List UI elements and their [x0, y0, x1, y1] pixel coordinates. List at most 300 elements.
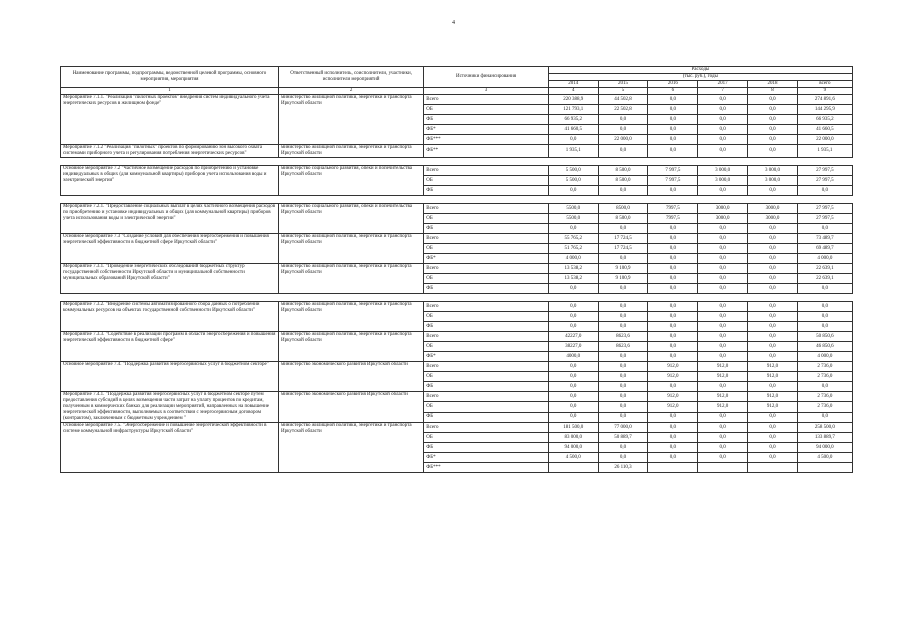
amount-cell: 0,0 — [748, 443, 798, 453]
amount-cell: 912,0 — [698, 402, 748, 412]
amount-cell: 0,0 — [598, 443, 648, 453]
table-row — [61, 166, 853, 176]
amount-cell: 0,0 — [648, 274, 698, 284]
amount-cell: 0,0 — [548, 402, 598, 412]
amount-cell: 8500,0 — [598, 204, 648, 214]
funding-source: ФБ — [424, 115, 549, 125]
funding-source: ФБ** — [424, 145, 549, 158]
amount-cell: 1 935,1 — [548, 145, 598, 158]
funding-source: ФБ — [424, 382, 549, 392]
amount-cell: 4 000,0 — [797, 352, 852, 362]
amount-cell: 0,0 — [748, 234, 798, 244]
amount-cell: 17 724,5 — [598, 234, 648, 244]
funding-source: ФБ* — [424, 453, 549, 463]
activity-executor: министерство жилищной политики, энергетики и транспорта Иркутской области — [278, 145, 423, 158]
amount-cell: 66 935,2 — [797, 115, 852, 125]
amount-cell: 0,0 — [698, 264, 748, 274]
amount-cell: 0,0 — [598, 453, 648, 463]
funding-source: ФБ — [424, 412, 549, 422]
funding-source: Всего — [424, 362, 549, 372]
amount-cell: 22 639,1 — [797, 274, 852, 284]
amount-cell: 0,0 — [648, 284, 698, 294]
section-spacer — [61, 294, 853, 302]
table-row — [61, 95, 853, 105]
amount-cell: 9 100,9 — [598, 274, 648, 284]
table-row — [61, 332, 853, 342]
amount-cell: 73 489,7 — [797, 234, 852, 244]
amount-cell: 0,0 — [548, 302, 598, 312]
amount-cell: 0,0 — [648, 382, 698, 392]
amount-cell: 0,0 — [797, 224, 852, 234]
amount-cell: 0,0 — [648, 234, 698, 244]
amount-cell: 912,0 — [698, 372, 748, 382]
activity-executor: министерство жилищной политики, энергетики и транспорта Иркутской области — [278, 95, 423, 145]
amount-cell: 5500,0 — [548, 204, 598, 214]
amount-cell: 220 388,9 — [548, 95, 598, 105]
amount-cell: 0,0 — [548, 312, 598, 322]
amount-cell: 94 000,0 — [548, 443, 598, 453]
amount-cell: 0,0 — [648, 254, 698, 264]
amount-cell: 0,0 — [648, 186, 698, 196]
amount-cell: 0,0 — [648, 264, 698, 274]
header-column-number: 3 — [424, 88, 549, 95]
activity-name: Основное мероприятие 7.5. "Энергосбережение и повышение энергетической эффективности в системе коммунальной инфраструктуры Иркутской области" — [61, 423, 279, 473]
amount-cell: 0,0 — [548, 135, 598, 145]
activity-executor: министерство жилищной политики, энергетики и транспорта Иркутской области — [278, 423, 423, 473]
header-year: 2016 — [648, 81, 698, 88]
amount-cell: 0,0 — [748, 224, 798, 234]
amount-cell: 0,0 — [548, 372, 598, 382]
activity-executor: министерство жилищной политики, энергетики и транспорта Иркутской области — [278, 234, 423, 264]
header-year: 2017 — [698, 81, 748, 88]
amount-cell: 5500,0 — [548, 214, 598, 224]
amount-cell: 0,0 — [548, 284, 598, 294]
activity-executor: министерство социального развития, опеки и попечительства Иркутской области — [278, 166, 423, 196]
amount-cell: 9 100,9 — [598, 264, 648, 274]
amount-cell: 2 736,0 — [797, 362, 852, 372]
amount-cell: 8 500,0 — [598, 176, 648, 186]
amount-cell: 0,0 — [698, 453, 748, 463]
funding-source: ОБ — [424, 402, 549, 412]
amount-cell: 77 000,0 — [598, 423, 648, 433]
funding-source: Всего — [424, 423, 549, 433]
amount-cell — [648, 463, 698, 473]
amount-cell: 0,0 — [698, 312, 748, 322]
amount-cell: 0,0 — [698, 423, 748, 433]
funding-source: ОБ — [424, 214, 549, 224]
amount-cell: 912,0 — [648, 362, 698, 372]
spacer-cell — [61, 158, 853, 166]
amount-cell: 13 538,2 — [548, 264, 598, 274]
amount-cell: 0,0 — [648, 352, 698, 362]
funding-source: Всего — [424, 204, 549, 214]
amount-cell: 2 736,0 — [797, 392, 852, 402]
amount-cell: 8623,6 — [598, 332, 648, 342]
amount-cell: 0,0 — [748, 342, 798, 352]
amount-cell: 8 500,0 — [598, 166, 648, 176]
table-row — [61, 264, 853, 274]
amount-cell: 0,0 — [698, 244, 748, 254]
header-year: 2018 — [748, 81, 798, 88]
amount-cell: 8 500,0 — [598, 214, 648, 224]
amount-cell: 44 502,8 — [598, 95, 648, 105]
activity-name: Мероприятие 7.2.1. "Предоставление социальных выплат в целях частичного возмещения расходов по приобретению и установке индивидуальных и общих (для коммунальной квартиры) приборов учета использования воды и электрической энергии" — [61, 204, 279, 234]
header-year: 2014 — [548, 81, 598, 88]
header-column-number: 8 — [748, 88, 798, 95]
amount-cell: 0,0 — [698, 274, 748, 284]
amount-cell: 0,0 — [548, 224, 598, 234]
header-source: Источники финансирования — [424, 67, 549, 88]
amount-cell: 144 295,9 — [797, 105, 852, 115]
amount-cell: 22 000,0 — [797, 135, 852, 145]
amount-cell: 0,0 — [698, 322, 748, 332]
funding-source: ФБ — [424, 186, 549, 196]
amount-cell: 42227,0 — [548, 332, 598, 342]
amount-cell: 0,0 — [698, 234, 748, 244]
amount-cell: 912,0 — [698, 362, 748, 372]
amount-cell: 0,0 — [797, 302, 852, 312]
amount-cell: 258 500,0 — [797, 423, 852, 433]
amount-cell: 38227,0 — [548, 342, 598, 352]
funding-source: ОБ — [424, 433, 549, 443]
amount-cell: 0,0 — [548, 362, 598, 372]
amount-cell: 912,0 — [748, 362, 798, 372]
amount-cell: 13 538,2 — [548, 274, 598, 284]
amount-cell: 69 489,7 — [797, 244, 852, 254]
amount-cell: 0,0 — [748, 412, 798, 422]
amount-cell: 0,0 — [598, 284, 648, 294]
amount-cell: 0,0 — [748, 244, 798, 254]
activity-executor: министерство социального развития, опеки и попечительства Иркутской области — [278, 204, 423, 234]
amount-cell: 3000,0 — [748, 214, 798, 224]
amount-cell: 0,0 — [648, 125, 698, 135]
amount-cell: 0,0 — [548, 382, 598, 392]
activity-name: Мероприятие 7.3.3. "Содействие в реализации программ в области энергосбережения и повышения энергетической эффективности в бюджетной сфере" — [61, 332, 279, 362]
amount-cell: 7997,5 — [648, 214, 698, 224]
funding-source: ФБ* — [424, 125, 549, 135]
amount-cell: 0,0 — [598, 145, 648, 158]
amount-cell — [698, 463, 748, 473]
amount-cell: 0,0 — [648, 105, 698, 115]
amount-cell: 0,0 — [598, 115, 648, 125]
amount-cell: 0,0 — [748, 433, 798, 443]
funding-source: Всего — [424, 95, 549, 105]
amount-cell: 912,0 — [698, 392, 748, 402]
amount-cell: 4 000,0 — [797, 254, 852, 264]
amount-cell: 0,0 — [797, 322, 852, 332]
funding-source: ОБ — [424, 176, 549, 186]
amount-cell: 3000,0 — [698, 204, 748, 214]
amount-cell — [797, 463, 852, 473]
amount-cell: 0,0 — [748, 284, 798, 294]
amount-cell: 0,0 — [598, 186, 648, 196]
amount-cell: 0,0 — [748, 264, 798, 274]
amount-cell: 7997,5 — [648, 204, 698, 214]
funding-source: ФБ* — [424, 352, 549, 362]
amount-cell: 1 935,1 — [797, 145, 852, 158]
activity-name: Основное мероприятие 7.3 "Создание условий для обеспечения энергосбережения и повышения энергетической эффективности в бюджетной сфере Иркутской области" — [61, 234, 279, 264]
amount-cell: 121 793,1 — [548, 105, 598, 115]
amount-cell: 0,0 — [748, 105, 798, 115]
amount-cell: 0,0 — [698, 342, 748, 352]
amount-cell: 3 000,0 — [698, 176, 748, 186]
amount-cell: 4 500,0 — [797, 453, 852, 463]
amount-cell: 0,0 — [648, 95, 698, 105]
amount-cell: 912,0 — [648, 372, 698, 382]
amount-cell: 0,0 — [648, 322, 698, 332]
spacer-cell — [61, 294, 853, 302]
amount-cell: 4 500,0 — [548, 453, 598, 463]
funding-source: ОБ — [424, 372, 549, 382]
header-column-number: 4 — [548, 88, 598, 95]
amount-cell: 0,0 — [698, 302, 748, 312]
funding-source: ФБ* — [424, 254, 549, 264]
activity-executor: министерство экономического развития Иркутской области — [278, 392, 423, 423]
amount-cell: 0,0 — [648, 135, 698, 145]
amount-cell: 0,0 — [748, 125, 798, 135]
amount-cell: 3 000,0 — [748, 166, 798, 176]
amount-cell: 0,0 — [748, 254, 798, 264]
amount-cell: 0,0 — [748, 135, 798, 145]
activity-name: Мероприятие 7.1.1. "Реализация "пилотных проектов" внедрения систем индивидуального учета энергетических ресурсов в жилищном фонде" — [61, 95, 279, 145]
amount-cell: 0,0 — [698, 412, 748, 422]
amount-cell: 55 765,2 — [548, 234, 598, 244]
amount-cell: 4 000,0 — [548, 254, 598, 264]
amount-cell: 0,0 — [598, 125, 648, 135]
amount-cell: 3 000,0 — [698, 166, 748, 176]
amount-cell: 0,0 — [598, 372, 648, 382]
amount-cell: 912,0 — [648, 402, 698, 412]
amount-cell: 0,0 — [698, 284, 748, 294]
activity-executor: министерство жилищной политики, энергетики и транспорта Иркутской области — [278, 332, 423, 362]
activity-executor: министерство жилищной политики, энергетики и транспорта Иркутской области — [278, 264, 423, 294]
amount-cell: 50 889,7 — [598, 433, 648, 443]
amount-cell: 0,0 — [698, 332, 748, 342]
amount-cell: 0,0 — [648, 423, 698, 433]
amount-cell: 0,0 — [548, 392, 598, 402]
amount-cell: 26 110,3 — [598, 463, 648, 473]
amount-cell: 5 500,0 — [548, 176, 598, 186]
funding-source: ОБ — [424, 342, 549, 352]
amount-cell: 0,0 — [648, 302, 698, 312]
activity-name: Мероприятие 7.4.1. "Поддержка развития энергосервисных услуг в бюджетном секторе путем предоставления субсидий в целях возмещения части затрат на уплату процентов по кредитам, полученным в коммерческих банках для реализации мероприятий, направленных на повышение энергетической эффективности, выполняемых в соответствии с энергосервисным договором (контрактом), заключенным с бюджетным учреждением " — [61, 392, 279, 423]
amount-cell: 7 997,5 — [648, 176, 698, 186]
amount-cell: 0,0 — [797, 412, 852, 422]
amount-cell: 912,0 — [748, 402, 798, 412]
amount-cell: 27 997,5 — [797, 214, 852, 224]
amount-cell: 27 997,5 — [797, 166, 852, 176]
amount-cell: 83 000,0 — [548, 433, 598, 443]
table-row — [61, 234, 853, 244]
funding-source: Всего — [424, 392, 549, 402]
amount-cell: 22 502,8 — [598, 105, 648, 115]
activity-executor: министерство экономического развития Иркутской области — [278, 362, 423, 392]
funding-source: ФБ — [424, 322, 549, 332]
amount-cell: 0,0 — [748, 186, 798, 196]
amount-cell: 0,0 — [748, 453, 798, 463]
header-column-number: 1 — [61, 88, 279, 95]
header-column-number: 7 — [698, 88, 748, 95]
amount-cell: 0,0 — [698, 186, 748, 196]
header-column-number: 2 — [278, 88, 423, 95]
funding-source: ОБ — [424, 244, 549, 254]
amount-cell: 912,0 — [748, 392, 798, 402]
amount-cell: 0,0 — [698, 433, 748, 443]
amount-cell: 0,0 — [698, 352, 748, 362]
section-spacer — [61, 196, 853, 204]
amount-cell: 0,0 — [698, 224, 748, 234]
amount-cell: 4000,0 — [548, 352, 598, 362]
amount-cell: 66 935,2 — [548, 115, 598, 125]
amount-cell: 8623,6 — [598, 342, 648, 352]
amount-cell: 0,0 — [698, 443, 748, 453]
amount-cell — [548, 463, 598, 473]
amount-cell: 0,0 — [748, 322, 798, 332]
activity-name: Основное мероприятие 7.4. "Поддержка развития энергосервисных услуг в бюджетном секторе" — [61, 362, 279, 392]
amount-cell: 0,0 — [698, 125, 748, 135]
amount-cell: 0,0 — [598, 392, 648, 402]
table-row — [61, 302, 853, 312]
section-spacer — [61, 158, 853, 166]
amount-cell: 274 891,6 — [797, 95, 852, 105]
table-row — [61, 145, 853, 158]
funding-source: Всего — [424, 234, 549, 244]
amount-cell: 0,0 — [598, 322, 648, 332]
funding-source: ОБ — [424, 105, 549, 115]
amount-cell: 0,0 — [648, 244, 698, 254]
amount-cell: 3000,0 — [698, 214, 748, 224]
amount-cell: 0,0 — [648, 312, 698, 322]
header-name: Наименование программы, подпрограммы, ведомственной целевой программы, основного мероприятия, мероприятия — [61, 67, 279, 88]
activity-name: Основное мероприятие 7.2 "Частичное возмещение расходов по приобретению и установке индивидуальных в общих (для коммунальной квартиры) приборов учета использования воды и электрической энергии" — [61, 166, 279, 196]
funding-source: ФБ*** — [424, 463, 549, 473]
amount-cell: 0,0 — [748, 274, 798, 284]
activity-name: Мероприятие 7.1.2 "Реализация "пилотных" проектов по формированию зон высокого охвата системами приборного учета и регулирования потребления энергетических ресурсов" — [61, 145, 279, 158]
funding-source: Всего — [424, 264, 549, 274]
amount-cell: 0,0 — [648, 224, 698, 234]
amount-cell: 41 660,5 — [797, 125, 852, 135]
table-row — [61, 423, 853, 433]
amount-cell: 0,0 — [698, 115, 748, 125]
amount-cell: 0,0 — [598, 254, 648, 264]
amount-cell: 22 639,1 — [797, 264, 852, 274]
amount-cell: 3 000,0 — [748, 176, 798, 186]
amount-cell: 912,0 — [748, 372, 798, 382]
amount-cell: 0,0 — [648, 453, 698, 463]
amount-cell: 0,0 — [598, 362, 648, 372]
activity-name: Мероприятие 7.3.1. "Проведение энергетических обследований бюджетных структур государственной собственности Иркутской области и муниципальной собственности муниципальных образований Иркутской области" — [61, 264, 279, 294]
amount-cell: 0,0 — [748, 352, 798, 362]
amount-cell: 0,0 — [698, 135, 748, 145]
amount-cell: 0,0 — [648, 412, 698, 422]
amount-cell: 0,0 — [548, 322, 598, 332]
amount-cell: 0,0 — [748, 332, 798, 342]
funding-source: ФБ — [424, 224, 549, 234]
budget-table — [60, 66, 853, 473]
amount-cell: 22 000,0 — [598, 135, 648, 145]
amount-cell: 41 660,5 — [548, 125, 598, 135]
amount-cell: 2 736,0 — [797, 402, 852, 412]
header-executor: Ответственный исполнитель, соисполнители, участники, исполнители мероприятий — [278, 67, 423, 88]
header-column-number: 9 — [797, 88, 852, 95]
amount-cell: 27 997,5 — [797, 204, 852, 214]
amount-cell: 46 850,6 — [797, 342, 852, 352]
amount-cell: 0,0 — [748, 382, 798, 392]
amount-cell: 0,0 — [648, 433, 698, 443]
amount-cell: 94 000,0 — [797, 443, 852, 453]
amount-cell: 0,0 — [748, 115, 798, 125]
funding-source: Всего — [424, 302, 549, 312]
amount-cell: 0,0 — [648, 145, 698, 158]
amount-cell: 0,0 — [598, 302, 648, 312]
amount-cell: 0,0 — [648, 342, 698, 352]
funding-source: ФБ — [424, 284, 549, 294]
amount-cell: 0,0 — [748, 145, 798, 158]
funding-source: Всего — [424, 166, 549, 176]
amount-cell: 912,0 — [648, 392, 698, 402]
funding-source: ОБ — [424, 312, 549, 322]
amount-cell: 0,0 — [648, 443, 698, 453]
amount-cell: 0,0 — [548, 186, 598, 196]
amount-cell: 0,0 — [648, 115, 698, 125]
amount-cell: 0,0 — [598, 312, 648, 322]
amount-cell — [748, 463, 798, 473]
amount-cell: 0,0 — [748, 95, 798, 105]
amount-cell: 0,0 — [698, 145, 748, 158]
amount-cell: 0,0 — [797, 312, 852, 322]
amount-cell: 133 889,7 — [797, 433, 852, 443]
header-year: 2015 — [598, 81, 648, 88]
header-expenses: Расходы — [548, 67, 852, 74]
page-number: 4 — [452, 20, 455, 26]
amount-cell: 0,0 — [598, 412, 648, 422]
funding-source: ОБ — [424, 274, 549, 284]
amount-cell: 0,0 — [797, 382, 852, 392]
amount-cell: 0,0 — [548, 412, 598, 422]
header-unit: (тыс. руб.), годы — [548, 74, 852, 81]
amount-cell: 0,0 — [598, 352, 648, 362]
header-column-number: 6 — [648, 88, 698, 95]
spacer-cell — [61, 196, 853, 204]
amount-cell: 0,0 — [648, 332, 698, 342]
amount-cell: 0,0 — [797, 186, 852, 196]
amount-cell: 0,0 — [748, 302, 798, 312]
funding-source: Всего — [424, 332, 549, 342]
amount-cell: 17 724,5 — [598, 244, 648, 254]
amount-cell: 2 736,0 — [797, 372, 852, 382]
amount-cell: 0,0 — [598, 224, 648, 234]
table-row — [61, 362, 853, 372]
amount-cell: 0,0 — [698, 95, 748, 105]
table-row — [61, 204, 853, 214]
funding-source: ФБ — [424, 443, 549, 453]
amount-cell: 27 997,5 — [797, 176, 852, 186]
amount-cell: 51 765,2 — [548, 244, 598, 254]
amount-cell: 50 850,6 — [797, 332, 852, 342]
amount-cell: 0,0 — [598, 382, 648, 392]
amount-cell: 0,0 — [698, 254, 748, 264]
funding-source: ФБ*** — [424, 135, 549, 145]
amount-cell: 7 997,5 — [648, 166, 698, 176]
amount-cell: 0,0 — [748, 423, 798, 433]
amount-cell: 5 500,0 — [548, 166, 598, 176]
table-row — [61, 392, 853, 402]
amount-cell: 181 500,0 — [548, 423, 598, 433]
amount-cell: 0,0 — [748, 312, 798, 322]
amount-cell: 0,0 — [698, 382, 748, 392]
amount-cell: 0,0 — [598, 402, 648, 412]
header-column-number: 5 — [598, 88, 648, 95]
